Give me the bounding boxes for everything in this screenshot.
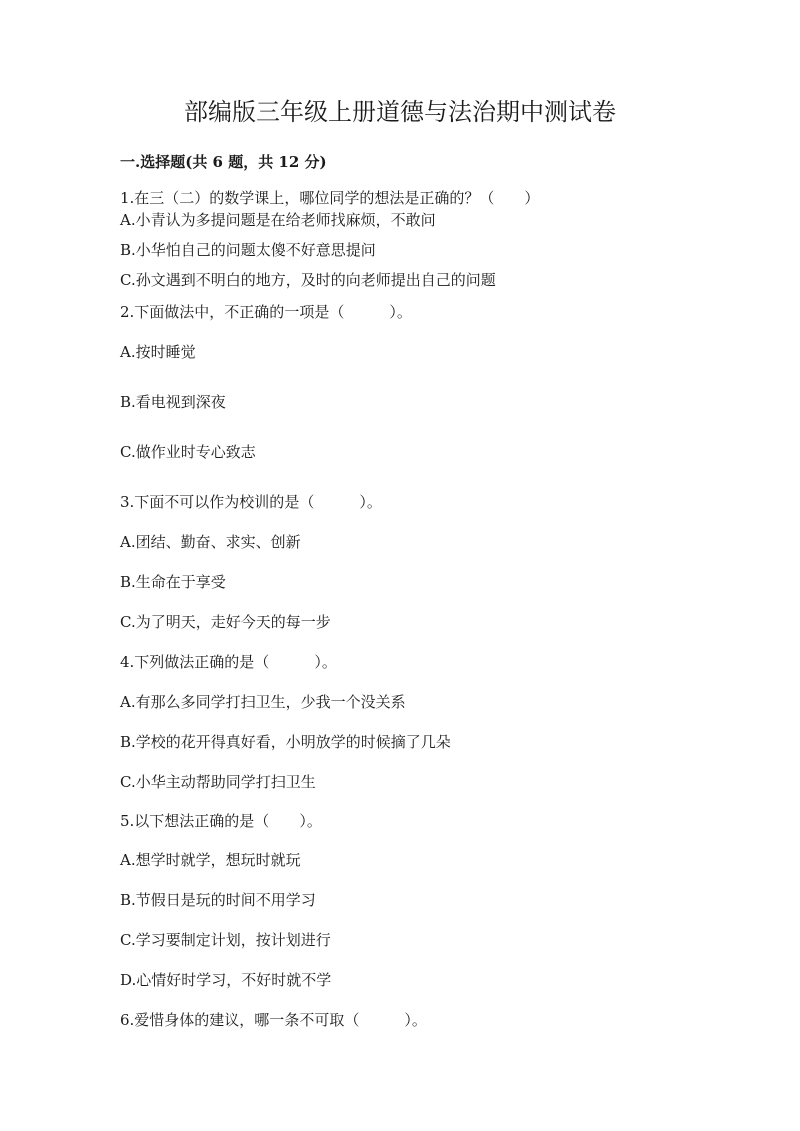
question-stem: 1.在三（二）的数学课上，哪位同学的想法是正确的？（ ） [120, 189, 540, 207]
option-b: B.节假日是玩的时间不用学习 [120, 891, 316, 909]
section-heading: 一.选择题(共 6 题，共 12 分) [120, 153, 327, 171]
question-stem: 5.以下想法正确的是（ ）。 [120, 812, 322, 830]
option-a: A.有那么多同学打扫卫生，少我一个没关系 [120, 693, 406, 711]
option-a: A.团结、勤奋、求实、创新 [120, 533, 301, 551]
question-stem: 4.下列做法正确的是（ ）。 [120, 653, 337, 671]
option-b: B.生命在于享受 [120, 573, 226, 591]
question-stem: 6.爱惜身体的建议，哪一条不可取（ ）。 [120, 1011, 427, 1029]
page-title: 部编版三年级上册道德与法治期中测试卷 [184, 98, 616, 126]
option-c: C.为了明天，走好今天的每一步 [120, 613, 331, 631]
option-c: C.做作业时专心致志 [120, 443, 256, 461]
option-b: B.看电视到深夜 [120, 393, 226, 411]
option-a: A.小青认为多提问题是在给老师找麻烦，不敢问 [120, 211, 436, 229]
question-stem: 3.下面不可以作为校训的是（ ）。 [120, 493, 382, 511]
option-c: C.小华主动帮助同学打扫卫生 [120, 773, 316, 791]
option-c: C.学习要制定计划，按计划进行 [120, 931, 331, 949]
option-a: A.按时睡觉 [120, 343, 196, 361]
option-c: C.孙文遇到不明白的地方，及时的向老师提出自己的问题 [120, 271, 496, 289]
option-a: A.想学时就学，想玩时就玩 [120, 851, 301, 869]
option-d: D.心情好时学习，不好时就不学 [120, 971, 332, 989]
option-b: B.小华怕自己的问题太傻不好意思提问 [120, 241, 376, 259]
option-b: B.学校的花开得真好看，小明放学的时候摘了几朵 [120, 733, 451, 751]
question-stem: 2.下面做法中，不正确的一项是（ ）。 [120, 303, 412, 321]
